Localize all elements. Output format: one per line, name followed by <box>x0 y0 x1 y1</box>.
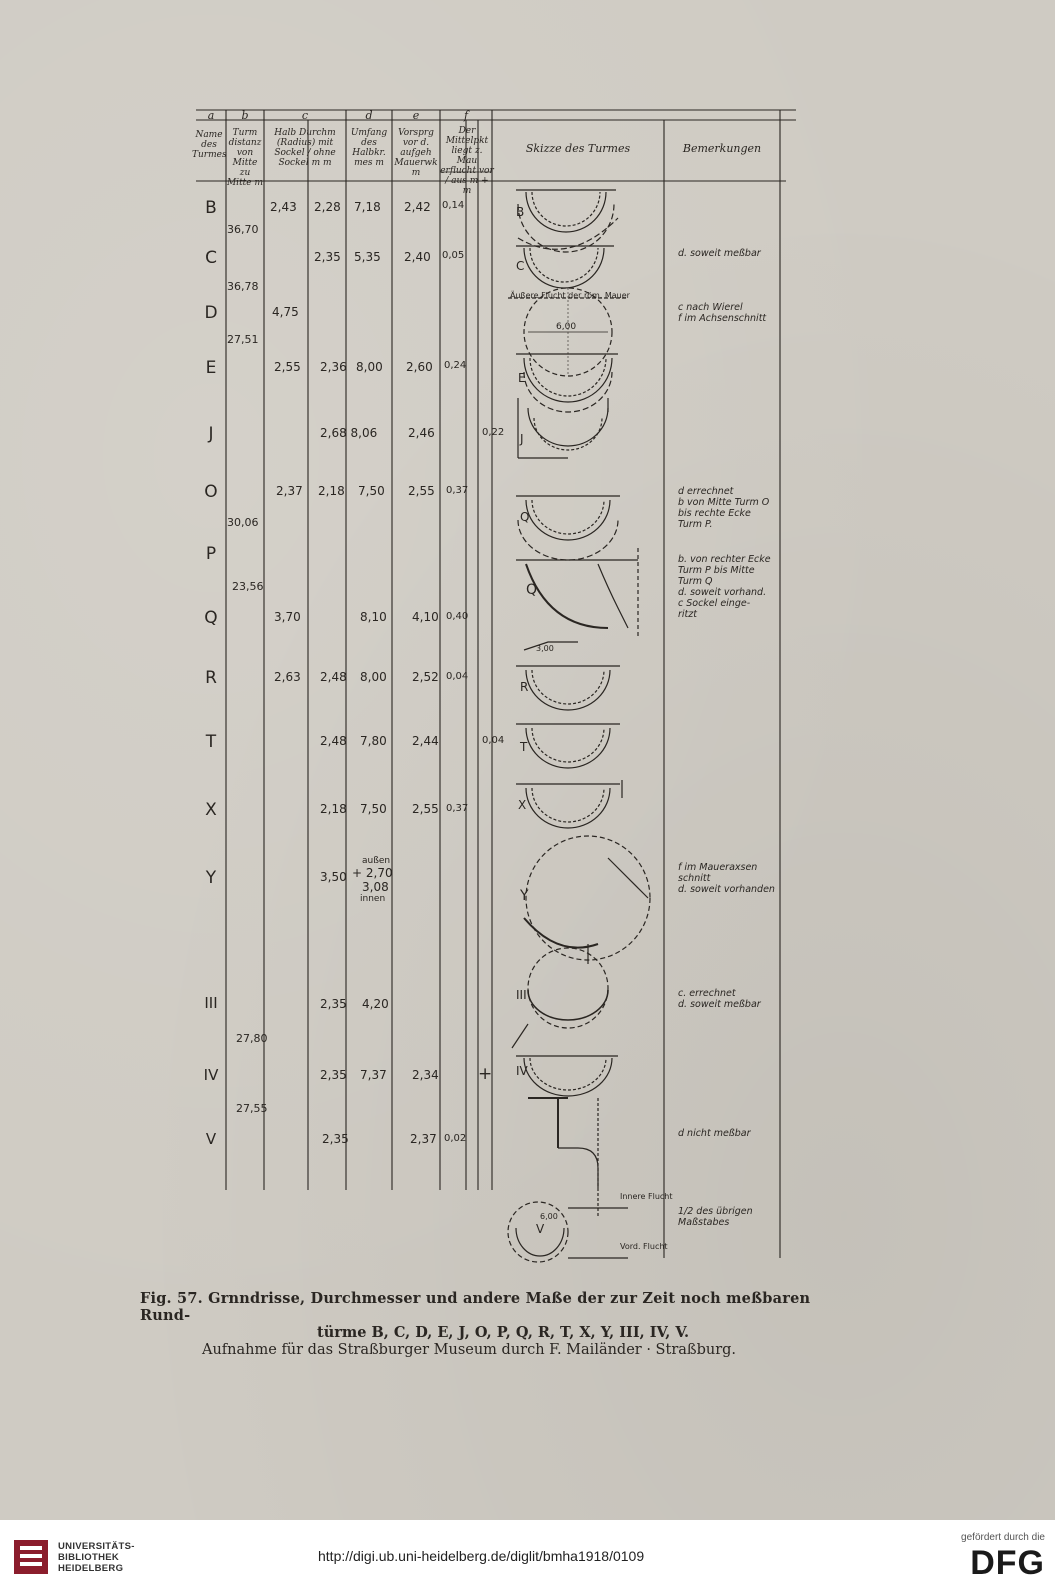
sketch-note-r-dim: 3,00 <box>536 644 554 653</box>
cell-iii-circ: 4,20 <box>362 997 389 1011</box>
sketch-label-b: B <box>516 205 525 219</box>
cell-y-inner: 3,08 <box>362 880 389 894</box>
row-name-iv: IV <box>203 1066 219 1084</box>
remark-o: d errechnet b von Mitte Turm O bis rechte Ecke Turm P. <box>678 486 770 530</box>
cell-e-proj: 2,60 <box>406 360 433 374</box>
cell-x-circ: 7,50 <box>360 802 387 816</box>
cell-e-mid: 0,24 <box>444 360 467 371</box>
header-distance: Turm distanz von Mitte zu Mitte m <box>226 128 264 188</box>
cell-b-proj: 2,42 <box>404 200 431 214</box>
sketch-label-q: Q <box>526 582 538 598</box>
cell-e-radius-without: 2,36 <box>320 360 347 374</box>
cell-q-proj: 4,10 <box>412 610 439 624</box>
header-sketch: Skizze des Turmes <box>525 142 631 155</box>
cell-r-mid: 0,04 <box>446 671 469 682</box>
cell-v-proj: 2,37 <box>410 1132 437 1146</box>
library-logo-icon <box>12 1538 50 1576</box>
cell-b-mid: 0,14 <box>442 200 465 211</box>
row-name-j: J <box>208 424 214 444</box>
cell-iv-circ: 7,37 <box>360 1068 387 1082</box>
sketch-iv <box>512 1024 618 1096</box>
cell-t-mid-right: 0,04 <box>482 735 505 746</box>
library-name <box>58 1541 135 1574</box>
sketch-b <box>516 190 616 252</box>
cell-c-proj: 2,40 <box>404 250 431 264</box>
cell-o-mid: 0,37 <box>446 485 469 496</box>
distance-d-e: 27,51 <box>227 333 259 346</box>
tower-sketches <box>488 108 668 1286</box>
cell-e-radius-with: 2,55 <box>274 360 301 374</box>
cell-d-radius-with: 4,75 <box>272 305 299 319</box>
cell-iv-radius-without: 2,35 <box>320 1068 347 1082</box>
library-footer <box>0 1520 1055 1596</box>
row-name-iii: III <box>204 994 218 1012</box>
cell-y-radius-without: 3,50 <box>320 870 347 884</box>
header-projection: Vorsprg vor d. aufgeh Mauerwk m <box>394 128 438 178</box>
row-name-x: X <box>205 800 217 820</box>
cell-x-mid: 0,37 <box>446 803 469 814</box>
cell-y-outer-label: außen <box>362 856 391 866</box>
sketch-label-x: X <box>518 798 527 812</box>
sketch-label-iii: III <box>516 988 527 1002</box>
sketch-label-v: V <box>536 1222 545 1236</box>
cell-iv-mid-plus: + <box>478 1064 493 1084</box>
sketch-iii <box>528 944 608 1028</box>
remark-c: d. soweit meßbar <box>678 248 761 259</box>
sketch-label-e: E <box>518 371 526 385</box>
distance-p-q: 23,56 <box>232 580 264 593</box>
cell-r-radius-with: 2,63 <box>274 670 301 684</box>
col-letter-a: a <box>207 109 215 122</box>
source-url-link[interactable]: http://digi.ub.uni-heidelberg.de/diglit/bmha1918/0109 <box>318 1548 645 1564</box>
row-name-y: Y <box>205 868 217 888</box>
row-name-v: V <box>205 1130 217 1148</box>
funding-notice[interactable] <box>961 1532 1045 1583</box>
row-name-q: Q <box>204 608 218 628</box>
remark-p: b. von rechter Ecke Turm P bis Mitte Turm Q d. soweit vorhand. c Sockel einge- ritzt <box>678 554 771 620</box>
cell-o-circ: 7,50 <box>358 484 385 498</box>
cell-t-circ: 7,80 <box>360 734 387 748</box>
sketch-label-j: J <box>520 432 524 446</box>
caption-line-3: Aufnahme für das Straßburger Museum durch F. Mailänder · Straßburg. <box>202 1342 737 1358</box>
header-midpoint: Der Mittelpkt liegt z. Mau erflucht vor / aus m + m <box>440 126 494 196</box>
cell-t-radius-without: 2,48 <box>320 734 347 748</box>
cell-b-radius-without: 2,28 <box>314 200 341 214</box>
row-name-c: C <box>205 248 217 268</box>
funded-by-text: gefördert durch die <box>961 1532 1045 1543</box>
caption-line-1: Fig. 57. Grnndrisse, Durchmesser und andere Maße der zur Zeit noch meßbaren Rund- <box>140 1290 811 1324</box>
cell-x-radius-without: 2,18 <box>320 802 347 816</box>
cell-o-radius-without: 2,18 <box>318 484 345 498</box>
cell-c-circ: 5,35 <box>354 250 381 264</box>
row-name-d: D <box>204 303 218 323</box>
sketch-note-v-inner: Innere Flucht <box>620 1192 673 1201</box>
cell-v-mid: 0,02 <box>444 1133 467 1144</box>
measurement-table <box>192 108 802 1286</box>
header-remarks: Bemerkungen <box>682 142 762 155</box>
remark-iii: c. errechnet d. soweit meßbar <box>678 988 761 1010</box>
sketch-label-c: C <box>516 259 525 273</box>
col-letter-f: f <box>463 109 469 122</box>
header-name: Name des Turmes <box>192 130 227 160</box>
cell-r-proj: 2,52 <box>412 670 439 684</box>
sketch-v <box>508 1098 628 1262</box>
library-line-2: BIBLIOTHEK <box>58 1551 120 1563</box>
cell-o-radius-with: 2,37 <box>276 484 303 498</box>
row-name-e: E <box>205 358 217 378</box>
col-letter-e: e <box>412 109 420 122</box>
cell-c-mid: 0,05 <box>442 250 465 261</box>
sketch-label-iv: IV <box>516 1064 528 1078</box>
cell-iv-proj: 2,34 <box>412 1068 439 1082</box>
header-circumference: Umfang des Halbkr. mes m <box>350 128 388 168</box>
cell-y-inner-label: innen <box>360 894 386 904</box>
library-line-3: HEIDELBERG <box>58 1562 124 1574</box>
cell-q-radius-with: 3,70 <box>274 610 301 624</box>
sketch-note-d-outer: Äußere Flucht der röm. Mauer <box>510 291 630 300</box>
sketch-t <box>516 724 620 768</box>
cell-b-circ: 7,18 <box>354 200 381 214</box>
figure-caption <box>140 1290 840 1360</box>
cell-y-outer: + 2,70 <box>352 866 393 880</box>
sketch-j <box>518 398 608 458</box>
cell-o-proj: 2,55 <box>408 484 435 498</box>
cell-iii-radius-without: 2,35 <box>320 997 347 1011</box>
sketch-c <box>516 218 618 288</box>
row-name-t: T <box>205 732 217 752</box>
cell-r-circ: 8,00 <box>360 670 387 684</box>
col-letter-d: d <box>365 109 373 122</box>
caption-line-2: türme B, C, D, E, J, O, P, Q, R, T, X, Y, III, IV, V. <box>317 1324 690 1341</box>
sketch-note-v-outer: Vord. Flucht <box>620 1242 668 1251</box>
sketch-y <box>524 836 650 960</box>
distance-c-d: 36,78 <box>227 280 259 293</box>
row-name-o: O <box>204 482 218 502</box>
row-name-r: R <box>205 668 217 688</box>
sketch-o <box>516 496 620 560</box>
row-name-b: B <box>205 198 217 218</box>
cell-v-radius-without: 2,35 <box>322 1132 349 1146</box>
remark-bottom: 1/2 des übrigen Maßstabes <box>678 1206 753 1228</box>
cell-b-radius-with: 2,43 <box>270 200 297 214</box>
distance-o-p: 30,06 <box>227 516 259 529</box>
col-letter-c: c <box>301 109 309 122</box>
cell-j-circ: 2,68 8,06 <box>320 426 378 440</box>
cell-j-mid-right: 0,22 <box>482 427 505 438</box>
header-radius: Halb Durchm (Radius) mit Sockel / ohne Sockel m m <box>274 128 336 168</box>
row-name-p: P <box>205 544 217 564</box>
sketch-label-o: Q <box>520 510 530 524</box>
cell-q-mid: 0,40 <box>446 611 469 622</box>
sketch-label-r: R <box>520 680 529 694</box>
sketch-e <box>516 354 618 412</box>
sketch-x <box>516 780 622 828</box>
sketch-note-d-dim: 6,00 <box>556 322 577 332</box>
library-line-1: UNIVERSITÄTS- <box>58 1540 135 1552</box>
distance-iv-v: 27,55 <box>236 1102 268 1115</box>
sketch-label-t: T <box>520 740 528 754</box>
sketch-label-y: Y <box>520 888 529 904</box>
cell-c-radius-without: 2,35 <box>314 250 341 264</box>
distance-iii-iv: 27,80 <box>236 1032 268 1045</box>
sketch-note-v-dim: 6,00 <box>540 1212 558 1221</box>
distance-b-c: 36,70 <box>227 223 259 236</box>
remark-v: d nicht meßbar <box>678 1128 751 1139</box>
cell-j-proj: 2,46 <box>408 426 435 440</box>
dfg-logo: DFG <box>970 1544 1045 1582</box>
cell-t-proj: 2,44 <box>412 734 439 748</box>
col-letter-b: b <box>241 109 249 122</box>
sketch-d <box>508 288 628 376</box>
cell-e-circ: 8,00 <box>356 360 383 374</box>
cell-q-circ: 8,10 <box>360 610 387 624</box>
sketch-r <box>516 642 620 710</box>
remark-d: c nach Wierel f im Achsenschnitt <box>678 302 767 324</box>
library-branding[interactable] <box>12 1538 135 1576</box>
cell-x-proj: 2,55 <box>412 802 439 816</box>
remark-y: f im Maueraxsen schnitt d. soweit vorhanden <box>678 862 775 895</box>
cell-r-radius-without: 2,48 <box>320 670 347 684</box>
